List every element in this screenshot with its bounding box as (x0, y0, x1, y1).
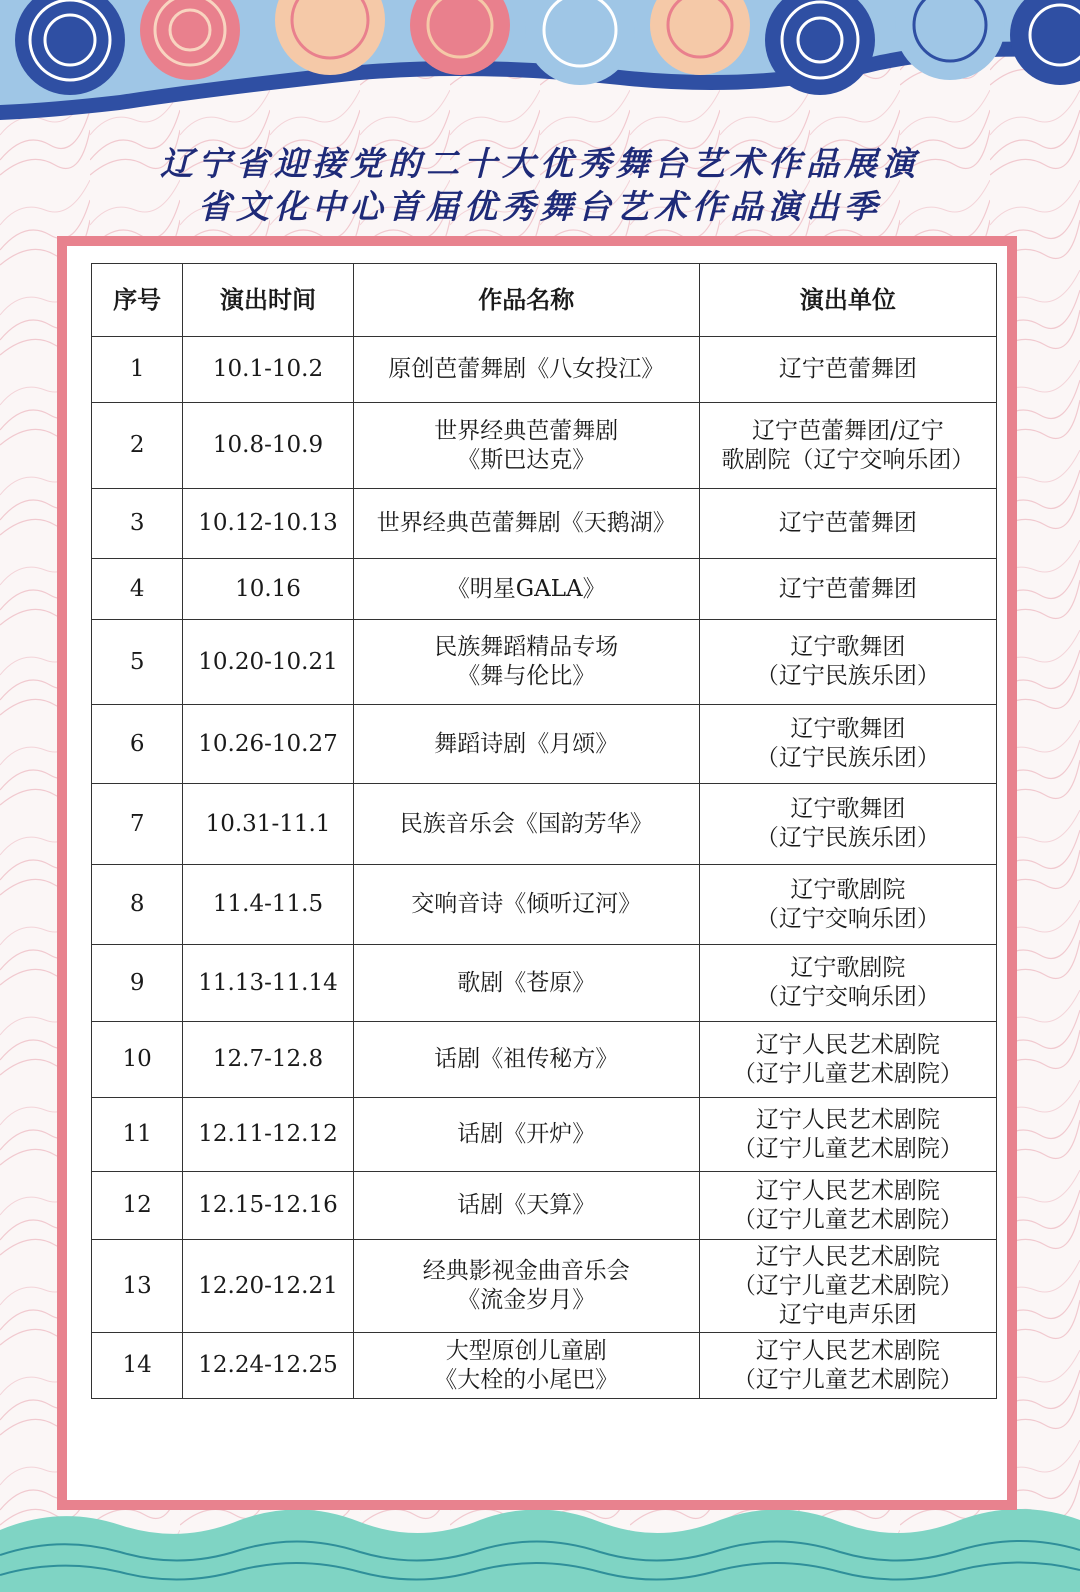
cell-unit-line: （辽宁儿童艺术剧院） (732, 1366, 963, 1393)
cell-work (353, 1098, 699, 1172)
cell-work (353, 620, 699, 705)
cell-date: 12.20-12.21 (183, 1240, 353, 1333)
cell-unit-line: （辽宁儿童艺术剧院） (732, 1060, 963, 1087)
table-row (92, 1022, 997, 1098)
cell-work-line: 民族舞蹈精品专场 (434, 634, 619, 660)
page-title-line1: 辽宁省迎接党的二十大优秀舞台艺术作品展演 (160, 144, 920, 183)
cell-date: 12.24-12.25 (183, 1333, 353, 1399)
cell-unit-line: 辽宁歌舞团 (790, 796, 906, 822)
cell-work-line: 世界经典芭蕾舞剧《天鹅湖》 (376, 510, 676, 536)
cell-unit (699, 1172, 996, 1240)
cell-unit (699, 945, 996, 1022)
cell-work-line: 歌剧《苍原》 (457, 969, 596, 996)
table-row (92, 1172, 997, 1240)
table-row (92, 945, 997, 1022)
cell-work (353, 337, 699, 403)
cell-work-line: 话剧《天算》 (457, 1192, 596, 1218)
cell-work (353, 865, 699, 945)
cell-no: 11 (92, 1098, 183, 1172)
cell-unit-line: 辽宁歌舞团 (790, 634, 906, 660)
cell-unit-line: 辽宁芭蕾舞团 (778, 575, 917, 602)
table-row (92, 1333, 997, 1399)
cell-work-line: 《流金岁月》 (457, 1287, 596, 1313)
cell-no: 14 (92, 1333, 183, 1399)
cell-work (353, 489, 699, 559)
cell-unit (699, 1240, 996, 1333)
cell-unit (699, 1333, 996, 1399)
cell-unit-line: （辽宁民族乐团） (755, 663, 940, 689)
cell-work-line: 《舞与伦比》 (457, 663, 596, 689)
table-header-row (92, 264, 997, 337)
cell-work (353, 705, 699, 784)
cell-work (353, 1240, 699, 1333)
header-no: 序号 (92, 264, 183, 337)
cell-no: 10 (92, 1022, 183, 1098)
cell-unit (699, 403, 996, 489)
cell-date: 10.12-10.13 (183, 489, 353, 559)
table-row (92, 559, 997, 620)
cell-unit (699, 337, 996, 403)
cell-work (353, 403, 699, 489)
cell-work-line: 民族音乐会《国韵芳华》 (399, 810, 653, 837)
cell-unit-line: 辽宁芭蕾舞团 (778, 510, 917, 536)
table-row (92, 1240, 997, 1333)
table-row (92, 620, 997, 705)
table-row (92, 489, 997, 559)
cell-date: 10.20-10.21 (183, 620, 353, 705)
cell-no: 1 (92, 337, 183, 403)
cell-work-line: 话剧《祖传秘方》 (434, 1046, 619, 1072)
cell-no: 6 (92, 705, 183, 784)
header-unit: 演出单位 (699, 264, 996, 337)
cell-date: 12.11-12.12 (183, 1098, 353, 1172)
table-row (92, 403, 997, 489)
table-row (92, 865, 997, 945)
cell-date: 10.26-10.27 (183, 705, 353, 784)
cell-work (353, 1333, 699, 1399)
cell-work-line: 舞蹈诗剧《月颂》 (434, 730, 619, 757)
cell-work-line: 《明星GALA》 (446, 575, 606, 602)
cell-unit-line: 辽宁歌剧院 (790, 955, 906, 981)
cell-unit-line: 辽宁人民艺术剧院 (755, 1106, 940, 1133)
cell-no: 8 (92, 865, 183, 945)
cell-work-line: 原创芭蕾舞剧《八女投江》 (388, 356, 665, 382)
cell-unit-line: 辽宁电声乐团 (778, 1301, 917, 1328)
cell-unit-line: （辽宁儿童艺术剧院） (732, 1206, 963, 1233)
cell-no: 12 (92, 1172, 183, 1240)
table-row (92, 784, 997, 865)
cell-unit-line: （辽宁儿童艺术剧院） (732, 1272, 963, 1299)
cell-unit (699, 1098, 996, 1172)
cell-date: 10.1-10.2 (183, 337, 353, 403)
table-row (92, 705, 997, 784)
cell-no: 5 (92, 620, 183, 705)
cell-work (353, 784, 699, 865)
cell-work-line: 世界经典芭蕾舞剧 (434, 417, 619, 444)
cell-date: 12.15-12.16 (183, 1172, 353, 1240)
cell-unit (699, 784, 996, 865)
cell-work-line: 《大栓的小尾巴》 (434, 1366, 619, 1393)
cell-unit-line: 辽宁歌剧院 (790, 876, 906, 903)
cell-unit (699, 489, 996, 559)
cell-unit-line: 辽宁歌舞团 (790, 716, 906, 742)
cell-work-line: 交响音诗《倾听辽河》 (411, 891, 642, 917)
cell-date: 12.7-12.8 (183, 1022, 353, 1098)
cell-unit-line: （辽宁民族乐团） (755, 825, 940, 851)
cell-no: 9 (92, 945, 183, 1022)
cell-unit-line: 歌剧院（辽宁交响乐团） (721, 446, 975, 473)
cell-work-line: 经典影视金曲音乐会 (422, 1258, 630, 1284)
cell-unit-line: 辽宁芭蕾舞团/辽宁 (751, 417, 944, 444)
cell-work-line: 话剧《开炉》 (457, 1121, 596, 1147)
cell-work (353, 945, 699, 1022)
header-work: 作品名称 (353, 264, 699, 337)
table-row (92, 337, 997, 403)
cell-work (353, 1022, 699, 1098)
cell-unit-line: 辽宁人民艺术剧院 (755, 1031, 940, 1058)
performance-schedule-table (91, 263, 997, 1399)
cell-no: 3 (92, 489, 183, 559)
cell-work-line: 《斯巴达克》 (457, 446, 596, 473)
cell-no: 13 (92, 1240, 183, 1333)
cell-unit-line: 辽宁人民艺术剧院 (755, 1337, 940, 1364)
cell-unit (699, 559, 996, 620)
cell-unit-line: （辽宁交响乐团） (755, 984, 940, 1010)
cell-unit-line: 辽宁芭蕾舞团 (778, 356, 917, 382)
cell-work-line: 大型原创儿童剧 (445, 1337, 607, 1364)
cell-date: 11.4-11.5 (183, 865, 353, 945)
cell-date: 10.8-10.9 (183, 403, 353, 489)
cell-unit-line: （辽宁交响乐团） (755, 905, 940, 932)
cell-work (353, 1172, 699, 1240)
cell-unit (699, 620, 996, 705)
page-title-line2: 省文化中心首届优秀舞台艺术作品演出季 (198, 187, 882, 226)
cell-unit (699, 705, 996, 784)
cell-no: 4 (92, 559, 183, 620)
table-row (92, 1098, 997, 1172)
cell-unit-line: 辽宁人民艺术剧院 (755, 1177, 940, 1204)
cell-no: 7 (92, 784, 183, 865)
cell-unit-line: （辽宁民族乐团） (755, 745, 940, 771)
header-date: 演出时间 (183, 264, 353, 337)
cell-date: 10.31-11.1 (183, 784, 353, 865)
cell-unit (699, 1022, 996, 1098)
cell-no: 2 (92, 403, 183, 489)
cell-date: 10.16 (183, 559, 353, 620)
cell-unit-line: 辽宁人民艺术剧院 (755, 1243, 940, 1270)
cell-unit-line: （辽宁儿童艺术剧院） (732, 1135, 963, 1162)
cell-work (353, 559, 699, 620)
cell-date: 11.13-11.14 (183, 945, 353, 1022)
cell-unit (699, 865, 996, 945)
